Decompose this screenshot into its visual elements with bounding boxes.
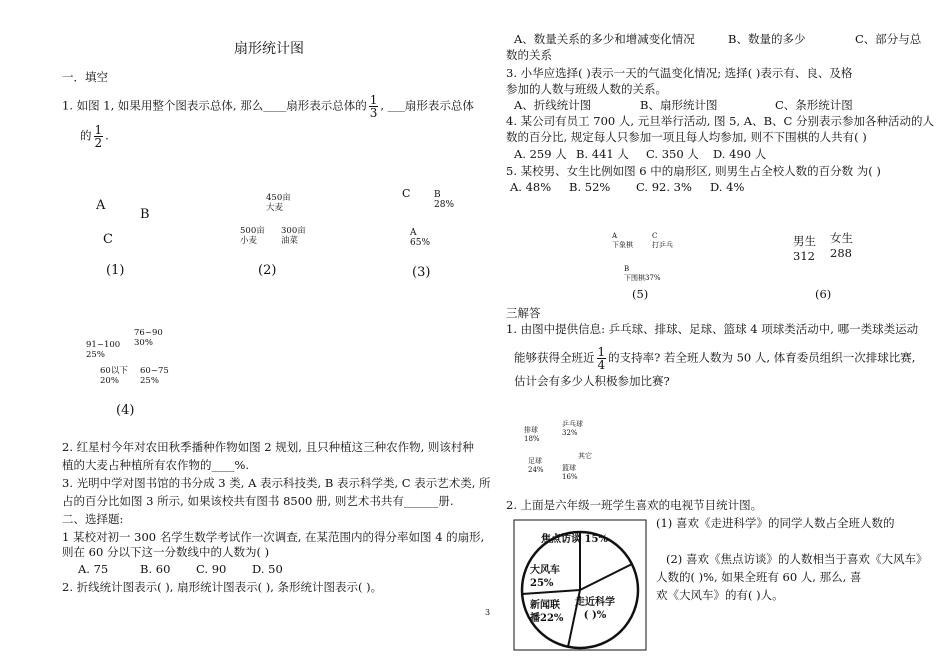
section-answer: 三解答 <box>506 306 541 320</box>
page-title: 扇形统计图 <box>234 41 304 57</box>
choice-3-option-a: A、折线统计图 <box>514 98 592 112</box>
question-3-line1: 3. 光明中学对图书馆的书分成 3 类, A 表示科技类, B 表示科学类, C 表示艺术类, 所 <box>62 476 491 490</box>
fig2-label-barley: 450亩 大麦 <box>266 193 291 213</box>
choice-1-line1: 1 某校对初一 300 名学生数学考试作一次调查, 在某范围内的得分率如图 4 的扇形, <box>62 530 485 544</box>
fig6-label-girls: 女生 288 <box>830 231 853 260</box>
choice-3-line1: 3. 小华应选择( )表示一天的气温变化情况; 选择( )表示有、良、及格 <box>506 66 853 80</box>
choice-3-line2: 参加的人数与班级人数的关系。 <box>506 82 667 96</box>
fig1-label-b: B <box>140 207 150 222</box>
choice-4-option-d: D. 490 人 <box>713 147 767 161</box>
answer-2-q1: (1) 喜欢《走进科学》的同学人数占全班人数的 <box>656 516 895 530</box>
choice-5-option-c: C. 92. 3% <box>636 180 692 194</box>
pie-divider-3 <box>522 590 580 594</box>
answer-2-line1: 2. 上面是六年级一班学生喜欢的电视节目统计图。 <box>506 498 763 512</box>
fig5-label-a: A 下象棋 <box>612 232 633 249</box>
question-2-line2: 植的大麦占种植所有农作物的____%. <box>62 458 250 472</box>
fig1-caption: (1) <box>106 263 125 278</box>
choice-2-option-c: C、部分与总 <box>855 32 922 46</box>
fig7-label-basketball: 篮球 16% <box>562 464 578 481</box>
fig1-label-c: C <box>103 232 113 247</box>
fig3-label-b: B 28% <box>434 190 455 210</box>
fig7-label-football: 足球 24% <box>528 457 544 474</box>
choice-2-line1: 2. 折线统计图表示( ), 扇形统计图表示( ), 条形统计图表示( )。 <box>62 580 383 594</box>
choice-5-option-b: B. 52% <box>569 180 611 194</box>
choice-5-option-d: D. 4% <box>710 180 745 194</box>
question-1-line1: 1. 如图 1, 如果用整个图表示总体, 那么____扇形表示总体的 $\frac{1}{3}$ , ___扇形表示总体 <box>62 93 474 120</box>
fig7-label-pingpong: 乒乓球 32% <box>562 420 583 437</box>
choice-1-option-a: A. 75 <box>78 562 109 576</box>
question-2-line1: 2. 红星村今年对农田秋季播种作物如图 2 规划, 且只种植这三种农作物, 则该村种 <box>62 440 474 454</box>
question-3-line2: 占的百分比如图 3 所示, 如果该校共有图书 8500 册, 则艺术书共有______册. <box>62 494 454 508</box>
pie-label-approach-science: 走近科学 ( )% <box>575 597 615 621</box>
fig6-label-boys: 男生 312 <box>793 234 816 263</box>
choice-4-option-a: A. 259 人 <box>514 147 567 161</box>
choice-2-option-a: A、数量关系的多少和增减变化情况 <box>514 32 695 46</box>
choice-4-option-b: B. 441 人 <box>576 147 629 161</box>
pie-label-focus-interview: 焦点访谈 15% <box>541 534 608 545</box>
choice-1-line2: 则在 60 分以下这一分数线中的人数为( ) <box>62 545 270 559</box>
choice-2-option-b: B、数量的多少 <box>728 32 806 46</box>
choice-3-option-c: C、条形统计图 <box>775 98 853 112</box>
fig4-label-60-75: 60~75 25% <box>140 366 169 386</box>
pie-label-news: 新闻联 播22% <box>530 600 564 624</box>
fig2-caption: (2) <box>258 263 277 278</box>
choice-5-line1: 5. 某校男、女生比例如图 6 中的扇形区, 则男生占全校人数的百分数 为( ) <box>506 164 881 178</box>
choice-1-option-b: B. 60 <box>140 562 171 576</box>
answer-2-q2-line1: (2) 喜欢《焦点访谈》的人数相当于喜欢《大风车》 <box>666 552 928 566</box>
answer-1-line2: 能够获得全班近 $\frac{1}{4}$ 的支持率? 若全班人数为 50 人, 体育委员组织一次排球比赛, <box>514 345 916 372</box>
section-choice: 二、选择题: <box>62 512 124 526</box>
answer-1-line1: 1. 由图中提供信息: 乒乓球、排球、足球、篮球 4 项球类活动中, 哪一类球类运动 <box>506 322 919 336</box>
fraction-one-quarter: $\frac{1}{4}$ <box>597 345 606 372</box>
choice-2-option-c-cont: 数的关系 <box>506 48 552 62</box>
answer-2-q2-line3: 欢《大风车》的有( )人。 <box>656 588 784 602</box>
fig5-label-c: C 打乒乓 <box>652 232 673 249</box>
fig4-label-below-60: 60以下 20% <box>100 366 128 386</box>
fraction-one-half: $\frac{1}{2}$ <box>94 123 103 150</box>
choice-4-line2: 数的百分比, 规定每人只参加一项且每人均参加, 则不下围棋的人共有( ) <box>506 130 867 144</box>
choice-1-option-d: D. 50 <box>252 562 283 576</box>
fig3-label-c: C <box>402 187 411 200</box>
choice-3-option-b: B、扇形统计图 <box>640 98 718 112</box>
fig2-label-rapeseed: 300亩 油菜 <box>281 226 306 246</box>
fig4-label-76-90: 76~90 30% <box>134 328 163 348</box>
choice-4-option-c: C. 350 人 <box>646 147 699 161</box>
fig2-label-wheat: 500亩 小麦 <box>240 226 265 246</box>
choice-5-option-a: A. 48% <box>510 180 552 194</box>
fig1-label-a: A <box>96 198 106 213</box>
fig5-caption: (5) <box>632 287 649 301</box>
choice-1-option-c: C. 90 <box>196 562 227 576</box>
pie-label-big-windmill: 大风车 25% <box>530 565 560 589</box>
fig3-label-a: A 65% <box>410 228 431 248</box>
fig4-label-91-100: 91~100 25% <box>86 340 121 360</box>
question-1-line2: 的 $\frac{1}{2}$ . <box>80 123 109 150</box>
fig7-label-other: 其它 <box>578 452 592 460</box>
answer-2-q2-line2: 人数的( )%, 如果全班有 60 人, 那么, 喜 <box>656 570 862 584</box>
pie-divider-2 <box>580 564 632 590</box>
choice-4-line1: 4. 某公司有员工 700 人, 元旦举行活动, 图 5, A、B、C 分别表示参加各种活动的人 <box>506 114 935 128</box>
fig7-label-volleyball: 排球 18% <box>524 426 540 443</box>
page-number: 3 <box>485 608 491 617</box>
fraction-one-third: $\frac{1}{3}$ <box>369 93 378 120</box>
section-fill-blank: 一．填空 <box>62 70 108 84</box>
fig5-label-b: B 下围棋37% <box>624 265 661 282</box>
fig4-caption: (4) <box>116 403 135 418</box>
answer-1-line3: 估计会有多少人积极参加比赛? <box>514 374 670 388</box>
fig6-caption: (6) <box>815 287 832 301</box>
fig3-caption: (3) <box>412 265 431 280</box>
